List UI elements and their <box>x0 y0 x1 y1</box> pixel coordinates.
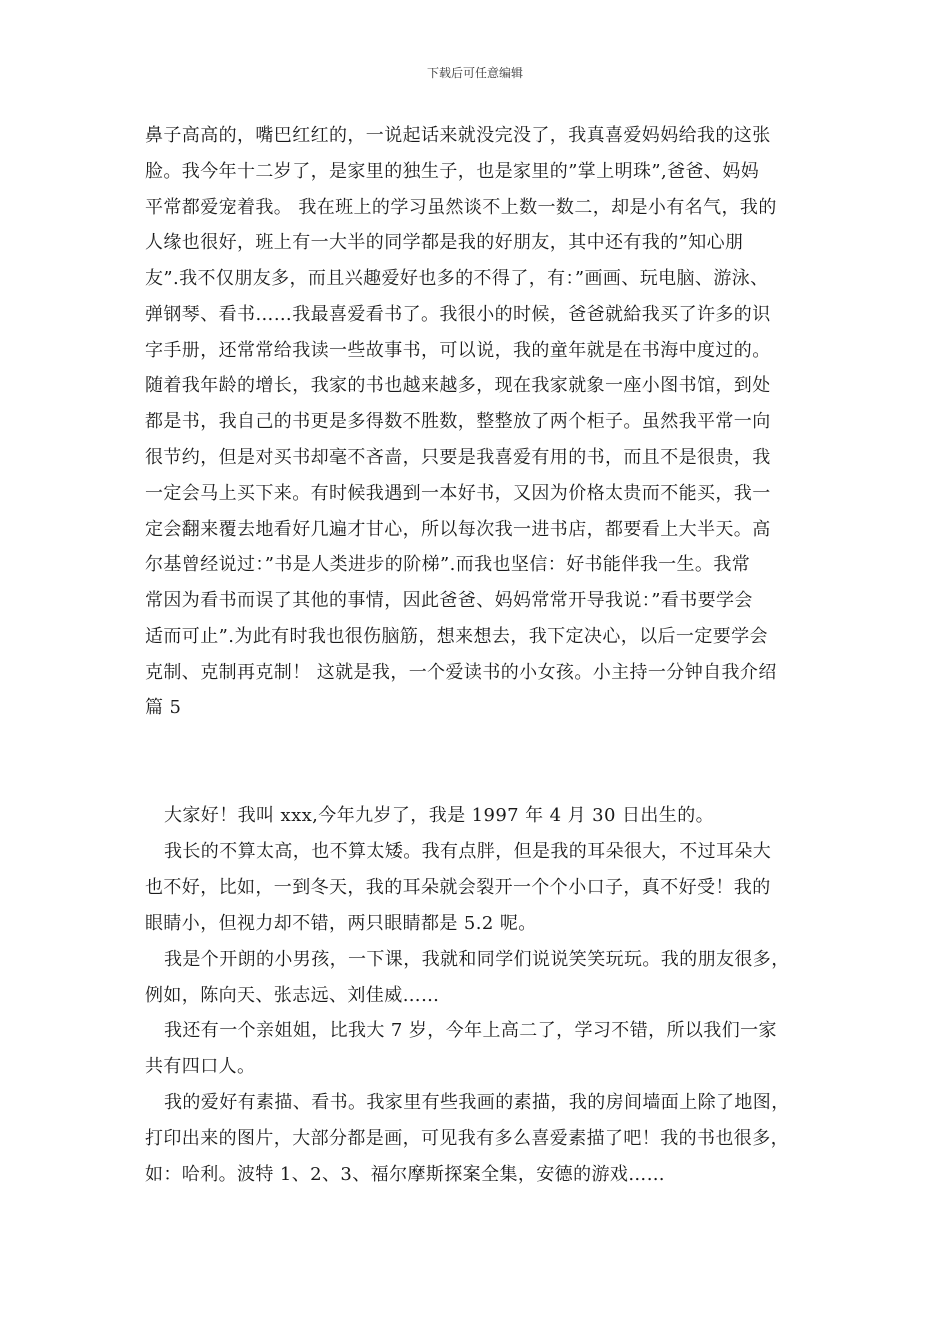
text-line: 我是个开朗的小男孩，一下课，我就和同学们说说笑笑玩玩。我的朋友很多， <box>164 949 790 970</box>
text-line: 尔基曾经说过：”书是人类进步的阶梯”.而我也坚信：好书能伴我一生。我常 <box>145 554 751 575</box>
page-header: 下载后可任意编辑 <box>426 66 523 80</box>
text-line: 常因为看书而误了其他的事情，因此爸爸、妈妈常常开导我说：”看书要学会 <box>145 590 753 611</box>
text-line: 我的爱好有素描、看书。我家里有些我画的素描，我的房间墙面上除了地图， <box>164 1092 790 1113</box>
text-line: 适而可止”.为此有时我也很伤脑筋，想来想去，我下定决心，以后一定要学会 <box>145 626 768 647</box>
text-line: 弹钢琴、看书……我最喜爱看书了。我很小的时候，爸爸就給我买了许多的识 <box>145 304 771 325</box>
text-line: 篇 5 <box>145 697 182 718</box>
text-line: 打印出来的图片，大部分都是画，可见我有多么喜爱素描了吧！我的书也很多， <box>145 1128 789 1149</box>
text-line: 人缘也很好，班上有一大半的同学都是我的好朋友，其中还有我的”知心朋 <box>145 232 744 253</box>
text-line: 眼睛小，但视力却不错，两只眼睛都是 5.2 呢。 <box>145 913 537 934</box>
text-line: 例如，陈向天、张志远、刘佳威…… <box>145 985 440 1006</box>
text-line: 很节约，但是对买书却毫不吝啬，只要是我喜爱有用的书，而且不是很贵，我 <box>145 447 771 468</box>
text-line: 也不好，比如，一到冬天，我的耳朵就会裂开一个个小口子，真不好受！我的 <box>145 877 771 898</box>
text-line: 我还有一个亲姐姐，比我大 7 岁，今年上高二了，学习不错，所以我们一家 <box>164 1020 777 1041</box>
text-line: 友”.我不仅朋友多，而且兴趣爱好也多的不得了，有：”画画、玩电脑、游泳、 <box>145 268 769 289</box>
text-line: 我长的不算太高，也不算太矮。我有点胖，但是我的耳朵很大，不过耳朵大 <box>164 841 772 862</box>
text-line: 大家好！我叫 xxx,今年九岁了，我是 1997 年 4 月 30 日出生的。 <box>164 805 714 826</box>
text-line: 鼻子高高的，嘴巴红红的，一说起话来就没完没了，我真喜爱妈妈给我的这张 <box>145 125 771 146</box>
text-line: 一定会马上买下来。有时候我遇到一本好书，又因为价格太贵而不能买，我一 <box>145 483 771 504</box>
text-line: 克制、克制再克制！ 这就是我，一个爱读书的小女孩。小主持一分钟自我介绍 <box>145 662 777 683</box>
text-line: 平常都爱宠着我。 我在班上的学习虽然谈不上数一数二，却是小有名气，我的 <box>145 197 777 218</box>
text-line: 都是书，我自己的书更是多得数不胜数，整整放了两个柜子。虽然我平常一向 <box>145 411 771 432</box>
text-line: 字手册，还常常给我读一些故事书，可以说，我的童年就是在书海中度过的。 <box>145 340 771 361</box>
text-line: 共有四口人。 <box>145 1056 256 1077</box>
text-line: 脸。我今年十二岁了，是家里的独生子，也是家里的”掌上明珠”,爸爸、妈妈 <box>145 161 760 182</box>
text-line: 定会翻来覆去地看好几遍才甘心，所以每次我一进书店，都要看上大半天。高 <box>145 519 771 540</box>
text-line: 随着我年龄的增长，我家的书也越来越多，现在我家就象一座小图书馆，到处 <box>145 375 771 396</box>
text-line: 如：哈利。波特 1、2、3、福尔摩斯探案全集，安德的游戏…… <box>145 1164 666 1185</box>
